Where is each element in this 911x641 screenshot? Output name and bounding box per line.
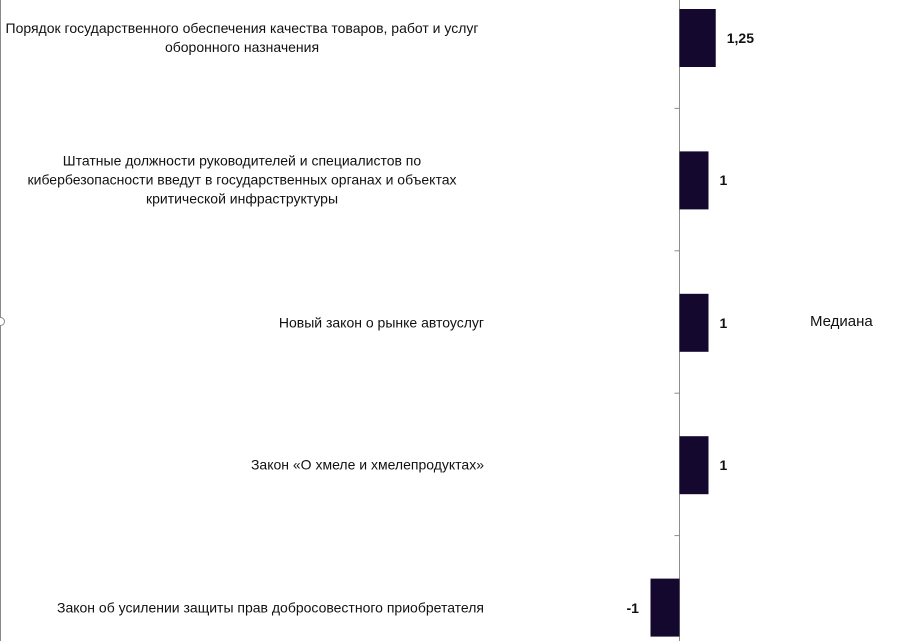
category-tick-label: Штатные должности руководителей и специалистов по кибербезопасности введут в государственных органах и объектах критической инфраструктуры (27, 152, 457, 207)
category-tick-label: Порядок государственного обеспечения качества товаров, работ и услуг оборонного назначения (5, 20, 479, 55)
category-tick-label: Закон об усилении защиты прав добросовестного приобретателя (56, 599, 484, 616)
bar (680, 436, 709, 494)
category-tick-label: Закон «О хмеле и хмелепродуктах» (250, 456, 484, 473)
data-label: 1 (719, 457, 728, 474)
bar (680, 9, 716, 67)
data-label: 1 (719, 172, 728, 189)
bar (680, 294, 709, 352)
data-label: -1 (626, 599, 639, 616)
bar (651, 579, 680, 637)
data-label: 1,25 (726, 30, 754, 46)
legend-entry-median: Медиана (810, 313, 873, 330)
data-label: 1 (719, 314, 728, 331)
category-tick-label: Новый закон о рынке автоуслуг (278, 314, 484, 331)
bar (680, 151, 709, 209)
